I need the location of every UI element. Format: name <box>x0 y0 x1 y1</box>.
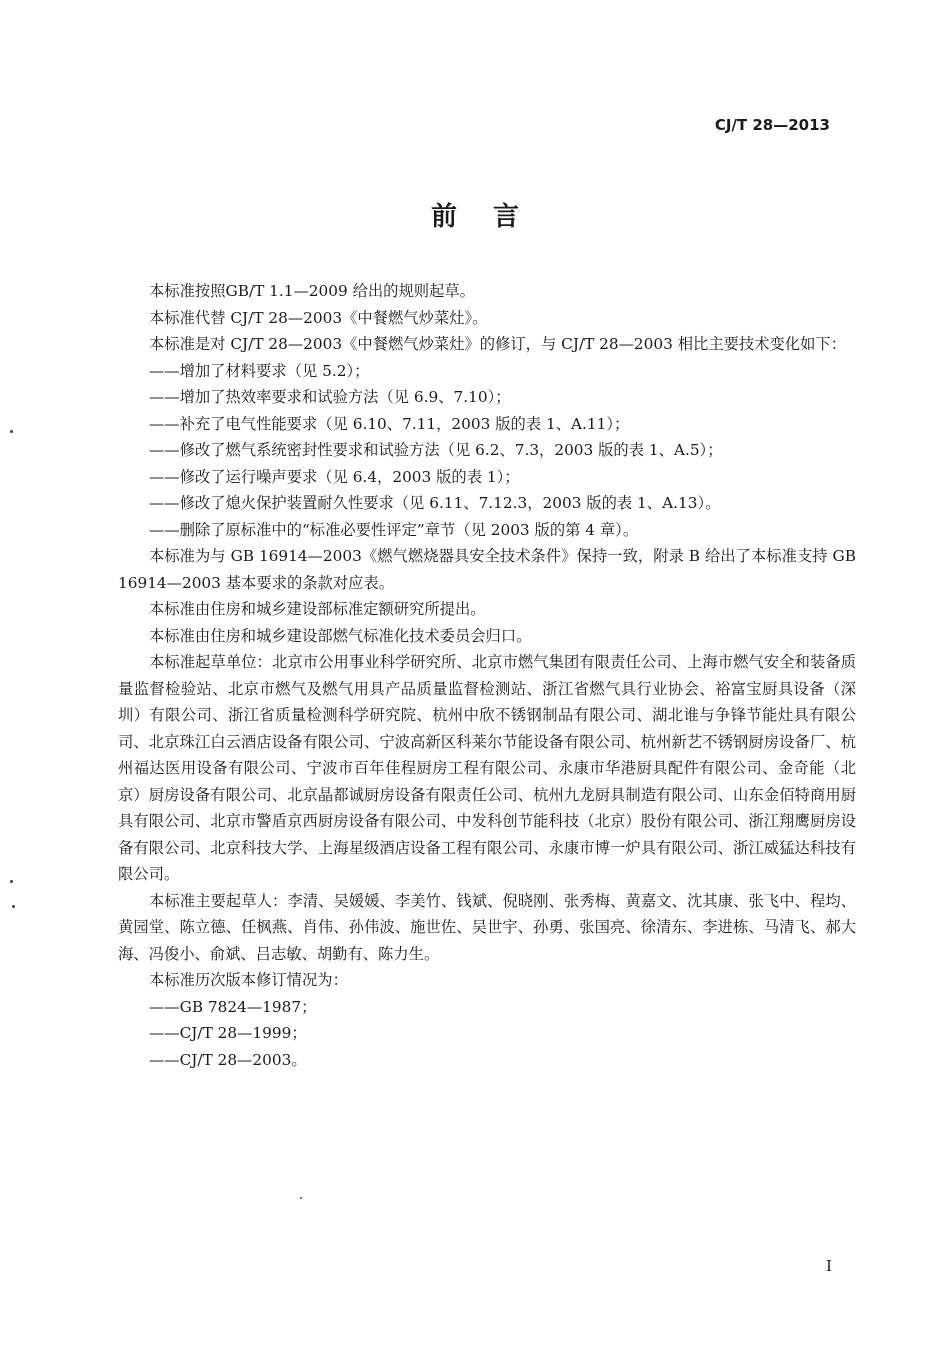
paragraph-managed-by: 本标准由住房和城乡建设部燃气标准化技术委员会归口。 <box>149 626 532 645</box>
change-item: ——补充了电气性能要求（见 6.10、7.11，2003 版的表 1、A.11）； <box>149 414 630 433</box>
change-item: ——修改了熄火保护装置耐久性要求（见 6.11、7.12.3，2003 版的表 1、A.13）。 <box>149 494 721 512</box>
history-item: ——CJ/T 28—2003。 <box>149 1050 307 1069</box>
change-item: ——修改了运行噪声要求（见 6.4，2003 版的表 1）； <box>149 467 520 486</box>
history-item: ——CJ/T 28—1999； <box>149 1024 307 1042</box>
change-item: ——增加了热效率要求和试验方法（见 6.9、7.10）； <box>149 388 511 406</box>
change-item: ——删除了原标准中的“标准必要性评定”章节（见 2003 版的第 4 章）。 <box>149 520 639 539</box>
page-number: I <box>826 1257 832 1275</box>
paragraph-consistency: 本标准为与 GB 16914—2003《燃气燃烧器具安全技术条件》保持一致，附录 B 给出了本标准支持 GB 16914—2003 基本要求的条款对应表。 <box>118 547 856 592</box>
standard-code: CJ/T 28—2013 <box>714 116 830 134</box>
paragraph-drafters: 本标准主要起草人：李清、吴媛媛、李美竹、钱斌、倪晓刚、张秀梅、黄嘉文、沈其康、张飞中、程均、黄园堂、陈立德、任枫燕、肖伟、孙伟波、施世佐、吴世宇、孙勇、张国亮、徐清东、李进栋、马清飞、郝大海、冯俊小、俞斌、吕志敏、胡勤有、陈力生。 <box>118 891 856 963</box>
paragraph-drafting-units: 本标准起草单位：北京市公用事业科学研究所、北京市燃气集团有限责任公司、上海市燃气安全和装备质量监督检验站、北京市燃气及燃气用具产品质量监督检测站、浙江省燃气具行业协会、裕富宝厨具设备（深圳）有限公司、浙江省质量检测科学研究院、杭州中欣不锈钢制品有限公司、湖北谁与争锋节能灶具有限公司、北京珠江白云酒店设备有限公司、宁波高新区科莱尔节能设备有限公司、杭州新艺不锈钢厨房设备厂、杭州福达医用设备有限公司、宁波市百年佳程厨房工程有限公司、永康市华港厨具配件有限公司、金奇能（北京）厨房设备有限公司、北京晶都诚厨房设备有限责任公司、杭州九龙厨具制造有限公司、山东金佰特商用厨具有限公司、北京市警盾京西厨房设备有限公司、中发科创节能科技（北京）股份有限公司、浙江翔鹰厨房设备有限公司、北京科技大学、上海星级酒店设备工程有限公司、永康市博一炉具有限公司、浙江威猛达科技有限公司。 <box>118 653 856 883</box>
change-item: ——修改了燃气系统密封性要求和试验方法（见 6.2、7.3，2003 版的表 1、A.5）； <box>149 441 723 459</box>
paragraph-proposed-by: 本标准由住房和城乡建设部标准定额研究所提出。 <box>149 600 486 618</box>
change-item: ——增加了材料要求（见 5.2）； <box>149 361 370 380</box>
paragraph-revision: 本标准是对 CJ/T 28—2003《中餐燃气炒菜灶》的修订，与 CJ/T 28—2003 相比主要技术变化如下： <box>149 335 846 353</box>
paragraph-replaces: 本标准代替 CJ/T 28—2003《中餐燃气炒菜灶》。 <box>149 308 488 327</box>
scan-speck <box>300 1197 302 1199</box>
scan-speck <box>10 430 13 433</box>
scan-speck <box>12 905 15 908</box>
scan-speck <box>10 880 13 883</box>
paragraph-history-intro: 本标准历次版本修订情况为： <box>149 971 348 989</box>
page-title: 前言 <box>430 202 555 232</box>
foreword-body <box>118 278 856 1073</box>
paragraph-drafting-rules: 本标准按照GB/T 1.1—2009 给出的规则起草。 <box>149 282 475 300</box>
history-item: ——GB 7824—1987； <box>149 997 317 1016</box>
